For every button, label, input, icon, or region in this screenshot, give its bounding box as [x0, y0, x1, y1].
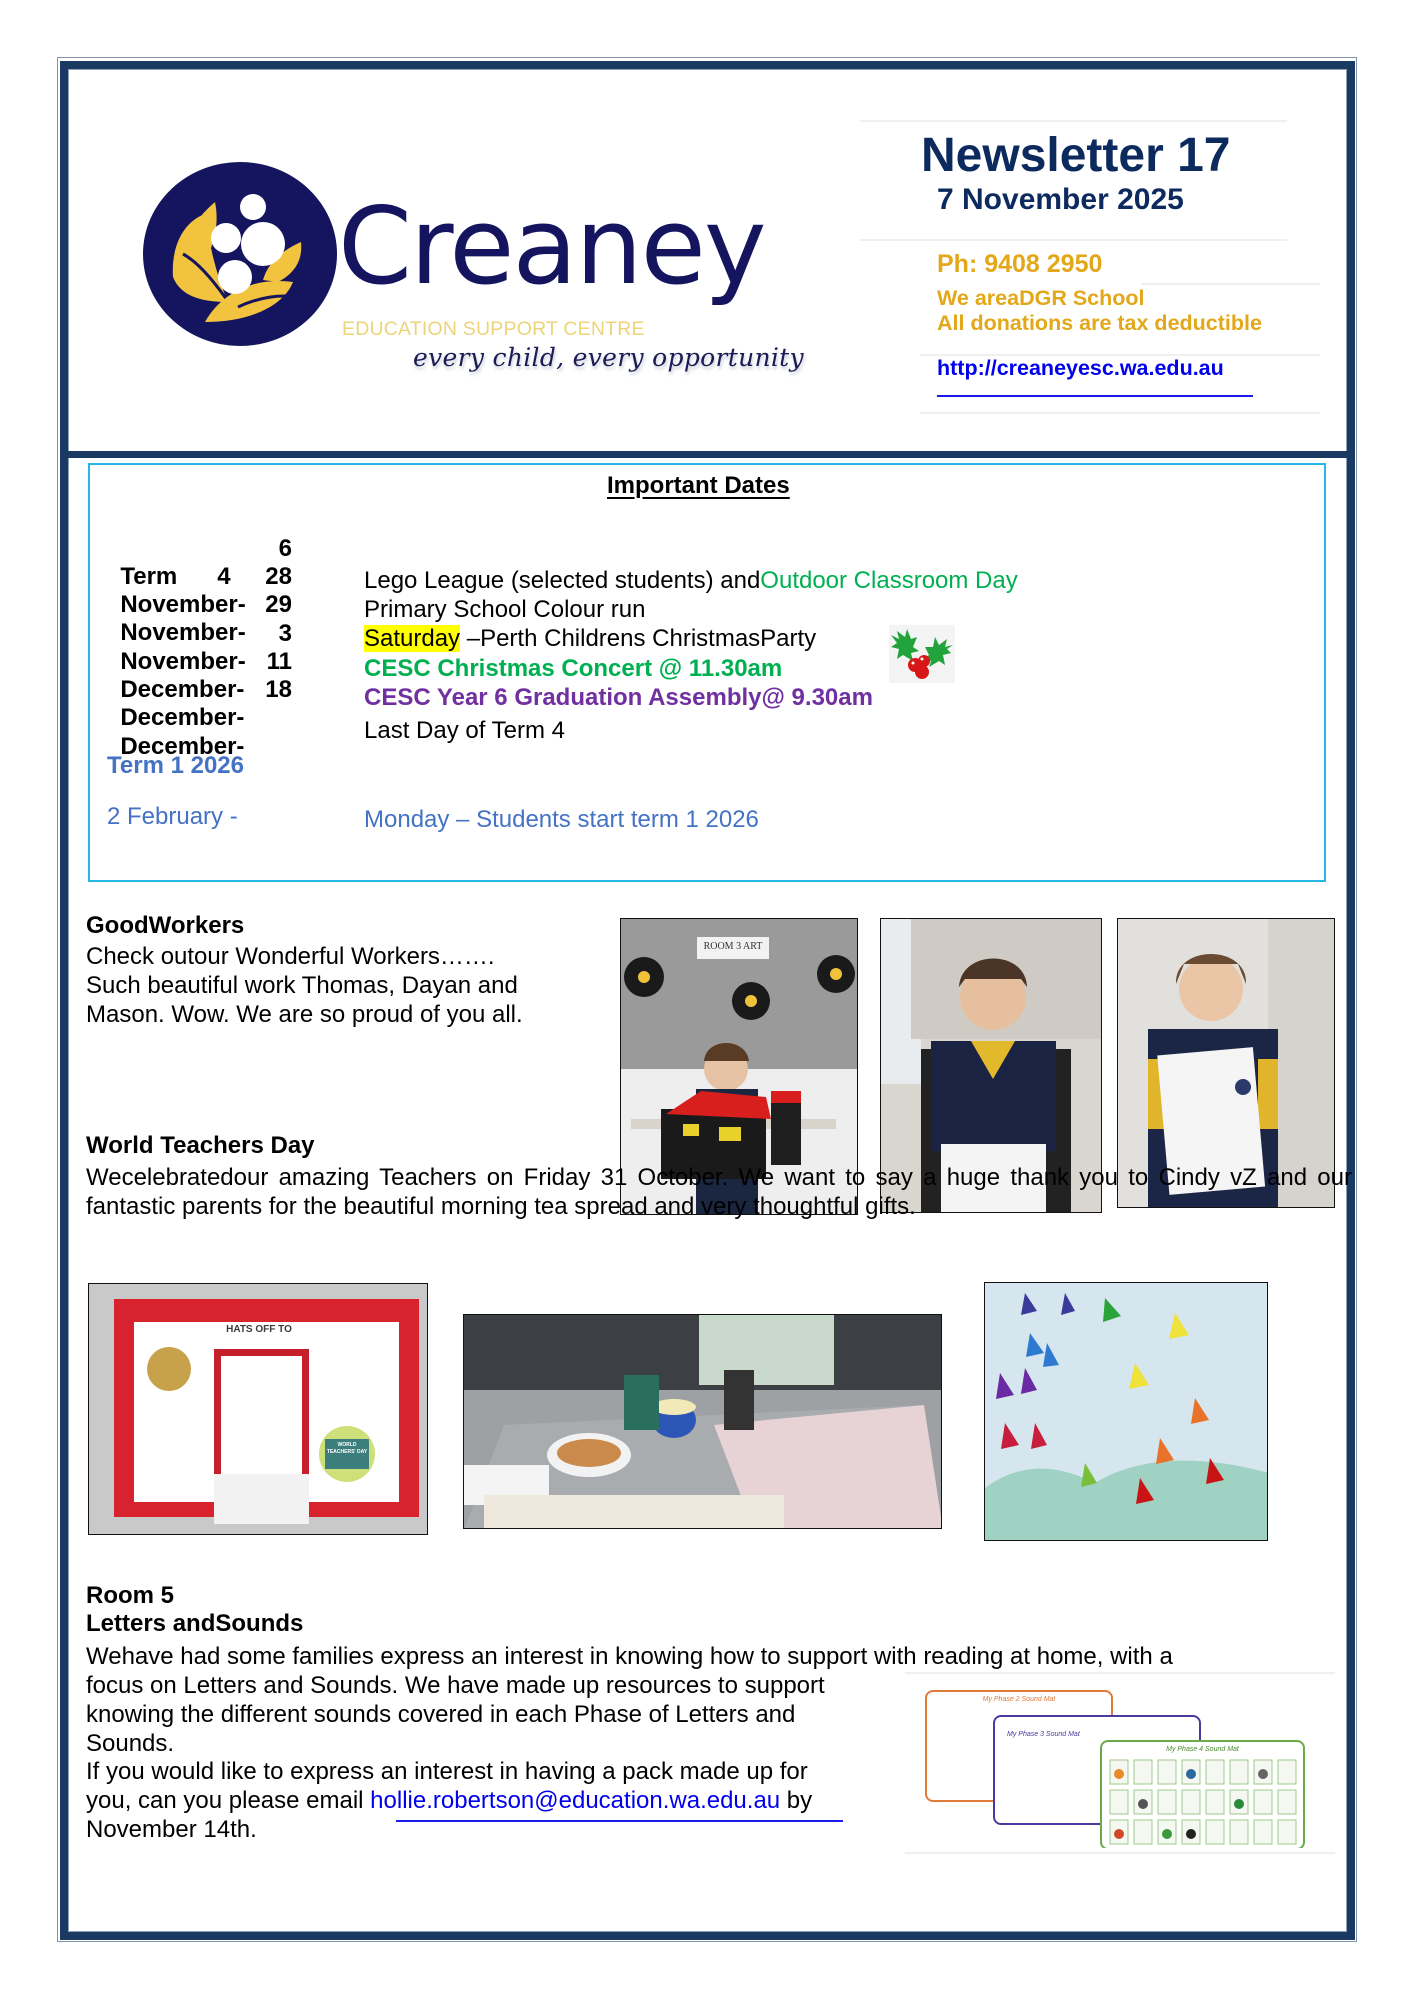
event-text: Lego League (selected students) and [364, 567, 761, 594]
card-title-text: HATS OFF TO [226, 1324, 292, 1335]
newsletter-date: 7 November 2025 [937, 183, 1184, 216]
header-guide-line [860, 239, 1287, 241]
event-graduation: CESC Year 6 Graduation Assembly@ 9.30am [364, 684, 873, 711]
room5-text: If you would like to express an interest in having a pack made up for [86, 1758, 808, 1785]
event-lego-league [364, 567, 1018, 595]
room5-text: you, can you please email [86, 1787, 371, 1814]
image-guide-line [905, 1852, 1335, 1854]
term1-heading: Term 1 2026 [107, 752, 244, 779]
date-number: 18 [265, 676, 292, 703]
logo-wordmark: Creaney [338, 185, 765, 308]
logo-emblem-icon [143, 162, 337, 346]
event-christmas-concert: CESC Christmas Concert @ 11.30am [364, 655, 783, 682]
date-number: 28 [265, 563, 292, 590]
good-workers-text: Such beautiful work Thomas, Dayan and [86, 972, 518, 999]
room5-heading: Room 5 [86, 1582, 175, 1609]
email-link[interactable]: hollie.robertson@education.wa.edu.au [370, 1787, 781, 1814]
header-guide-line [1141, 283, 1320, 285]
good-workers-text: Check outour Wonderful Workers……. [86, 943, 495, 970]
header-divider [60, 451, 1354, 458]
sound-mat-title: My Phase 4 Sound Mat [1166, 1746, 1239, 1753]
date-label: December- [120, 733, 245, 760]
date-label: December- [120, 676, 245, 703]
date-number: 29 [265, 591, 292, 618]
letters-sounds-heading: Letters andSounds [86, 1610, 304, 1637]
room5-text: knowing the different sounds covered in each Phase of Letters and [86, 1701, 796, 1728]
event-outdoor-classroom: Outdoor Classroom Day [760, 567, 1018, 594]
butterfly-display-photo [984, 1282, 1268, 1541]
sound-mat-title: My Phase 3 Sound Mat [1007, 1731, 1080, 1738]
tax-deductible-note: All donations are tax deductible [937, 311, 1262, 335]
logo-subtitle: EDUCATION SUPPORT CENTRE [342, 318, 645, 340]
sound-mat-phase4 [1100, 1740, 1305, 1848]
important-dates-title: Important Dates [607, 472, 790, 499]
teachers-day-card-photo [88, 1283, 428, 1535]
card-badge-text: WORLD TEACHERS' DAY [326, 1442, 368, 1455]
term1-date: 2 February - [107, 803, 238, 830]
room5-text: by [780, 1787, 813, 1814]
date-number: 6 [278, 535, 292, 562]
room5-text: Wehave had some families express an interest in knowing how to support with reading at home, with a [86, 1643, 1173, 1670]
date-label: November- [120, 591, 246, 618]
world-teachers-day-heading: World Teachers Day [86, 1132, 315, 1159]
date-label: December- [120, 704, 245, 731]
photo-sign-text: ROOM 3 ART [703, 941, 763, 952]
good-workers-text: Mason. Wow. We are so proud of you all. [86, 1001, 523, 1028]
header-guide-line [920, 412, 1320, 414]
room5-email-line [86, 1786, 812, 1815]
date-number: 3 [278, 620, 292, 647]
event-text: –Perth Childrens ChristmasParty [460, 625, 817, 652]
room5-text: November 14th. [86, 1816, 257, 1843]
highlighted-saturday: Saturday [364, 625, 461, 652]
event-christmas-party [364, 625, 816, 653]
newsletter-title: Newsletter 17 [921, 129, 1231, 182]
phone-number: Ph: 9408 2950 [937, 250, 1103, 278]
morning-tea-photo [463, 1314, 942, 1529]
date-label: November- [120, 619, 246, 646]
date-label: Term 4 [120, 563, 231, 590]
event-last-day: Last Day of Term 4 [364, 717, 565, 744]
sound-mats-image [925, 1690, 1305, 1848]
date-number: 11 [266, 648, 292, 675]
event-term1-start: Monday – Students start term 1 2026 [364, 806, 759, 833]
sound-mat-title: My Phase 2 Sound Mat [982, 1696, 1056, 1703]
email-link-underline [396, 1820, 843, 1822]
image-guide-line [905, 1672, 1335, 1674]
holly-icon [889, 625, 955, 683]
world-teachers-day-text: Wecelebratedour amazing Teachers on Friday 31 October. We want to say a huge thank you to Cindy vZ and our fantastic parents for the beautiful morning tea spread and very thoughtful gifts. [86, 1164, 1352, 1220]
dgr-school-note: We areaDGR School [937, 286, 1145, 310]
good-workers-heading: GoodWorkers [86, 912, 245, 939]
header-guide-line [860, 120, 1287, 122]
date-label: November- [120, 648, 246, 675]
logo-tagline: every child, every opportunity [413, 343, 804, 372]
event-colour-run: Primary School Colour run [364, 596, 646, 623]
website-link[interactable]: http://creaneyesc.wa.edu.au [937, 356, 1224, 380]
room5-text: Sounds. [86, 1730, 175, 1757]
website-link-underline [937, 395, 1253, 397]
room5-text: focus on Letters and Sounds. We have made up resources to support [86, 1672, 825, 1699]
